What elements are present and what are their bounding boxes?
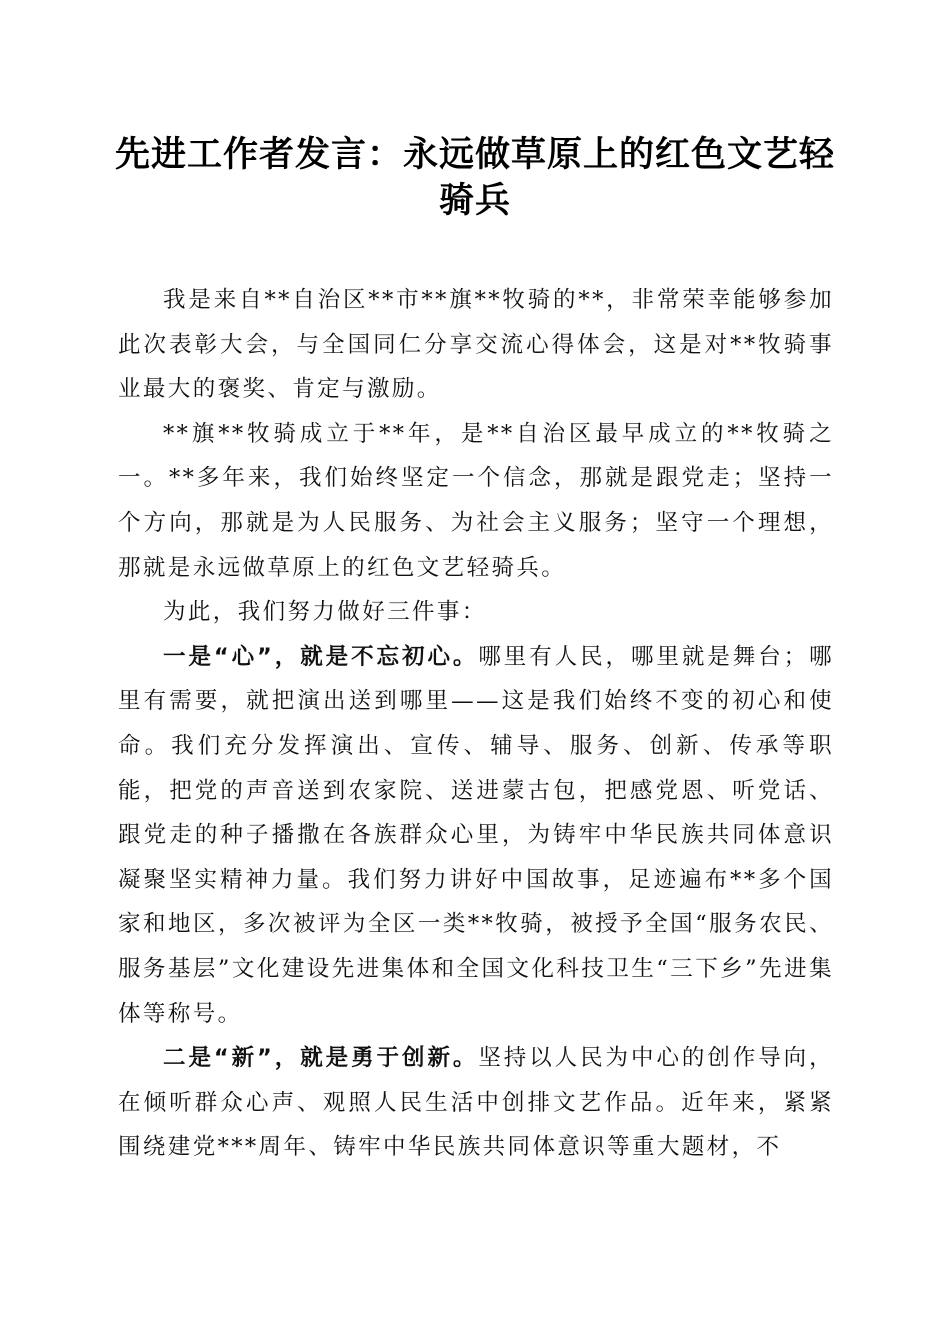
document-body bbox=[118, 278, 834, 1170]
paragraph-three-things bbox=[118, 590, 834, 635]
paragraph-lead: 一是“心”，就是不忘初心。 bbox=[163, 643, 479, 670]
paragraph-text: **旗**牧骑成立于**年，是**自治区最早成立的**牧骑之一。**多年来，我们始终坚定一个信念，那就是跟党走；坚持一个方向，那就是为人民服务、为社会主义服务；坚守一个理想，那就是永远做草原上的红色文艺轻骑兵。 bbox=[118, 420, 834, 581]
paragraph-text: 坚持以人民为中心的创作导向，在倾听群众心声、观照人民生活中创排文艺作品。近年来，紧紧围绕建党***周年、铸牢中华民族共同体意识等重大题材，不 bbox=[118, 1045, 834, 1161]
paragraph-intro bbox=[118, 278, 834, 412]
paragraph-point-one bbox=[118, 635, 834, 1036]
paragraph-text: 为此，我们努力做好三件事： bbox=[163, 599, 487, 626]
paragraph-text: 哪里有人民，哪里就是舞台；哪里有需要，就把演出送到哪里——这是我们始终不变的初心和使命。我们充分发挥演出、宣传、辅导、服务、创新、传承等职能，把党的声音送到农家院、送进蒙古包，把感党恩、听党话、跟党走的种子播撒在各族群众心里，为铸牢中华民族共同体意识凝聚坚实精神力量。我们努力讲好中国故事，足迹遍布**多个国家和地区，多次被评为全区一类**牧骑，被授予全国“服务农民、服务基层”文化建设先进集体和全国文化科技卫生“三下乡”先进集体等称号。 bbox=[118, 643, 834, 1027]
paragraph-point-two bbox=[118, 1036, 834, 1170]
document-title: 先进工作者发言：永远做草原上的红色文艺轻骑兵 bbox=[114, 134, 835, 221]
paragraph-text: 我是来自**自治区**市**旗**牧骑的**，非常荣幸能够参加此次表彰大会，与全国同仁分享交流心得体会，这是对**牧骑事业最大的褒奖、肯定与激励。 bbox=[118, 287, 834, 403]
paragraph-lead: 二是“新”，就是勇于创新。 bbox=[163, 1045, 479, 1072]
paragraph-history bbox=[118, 412, 834, 590]
